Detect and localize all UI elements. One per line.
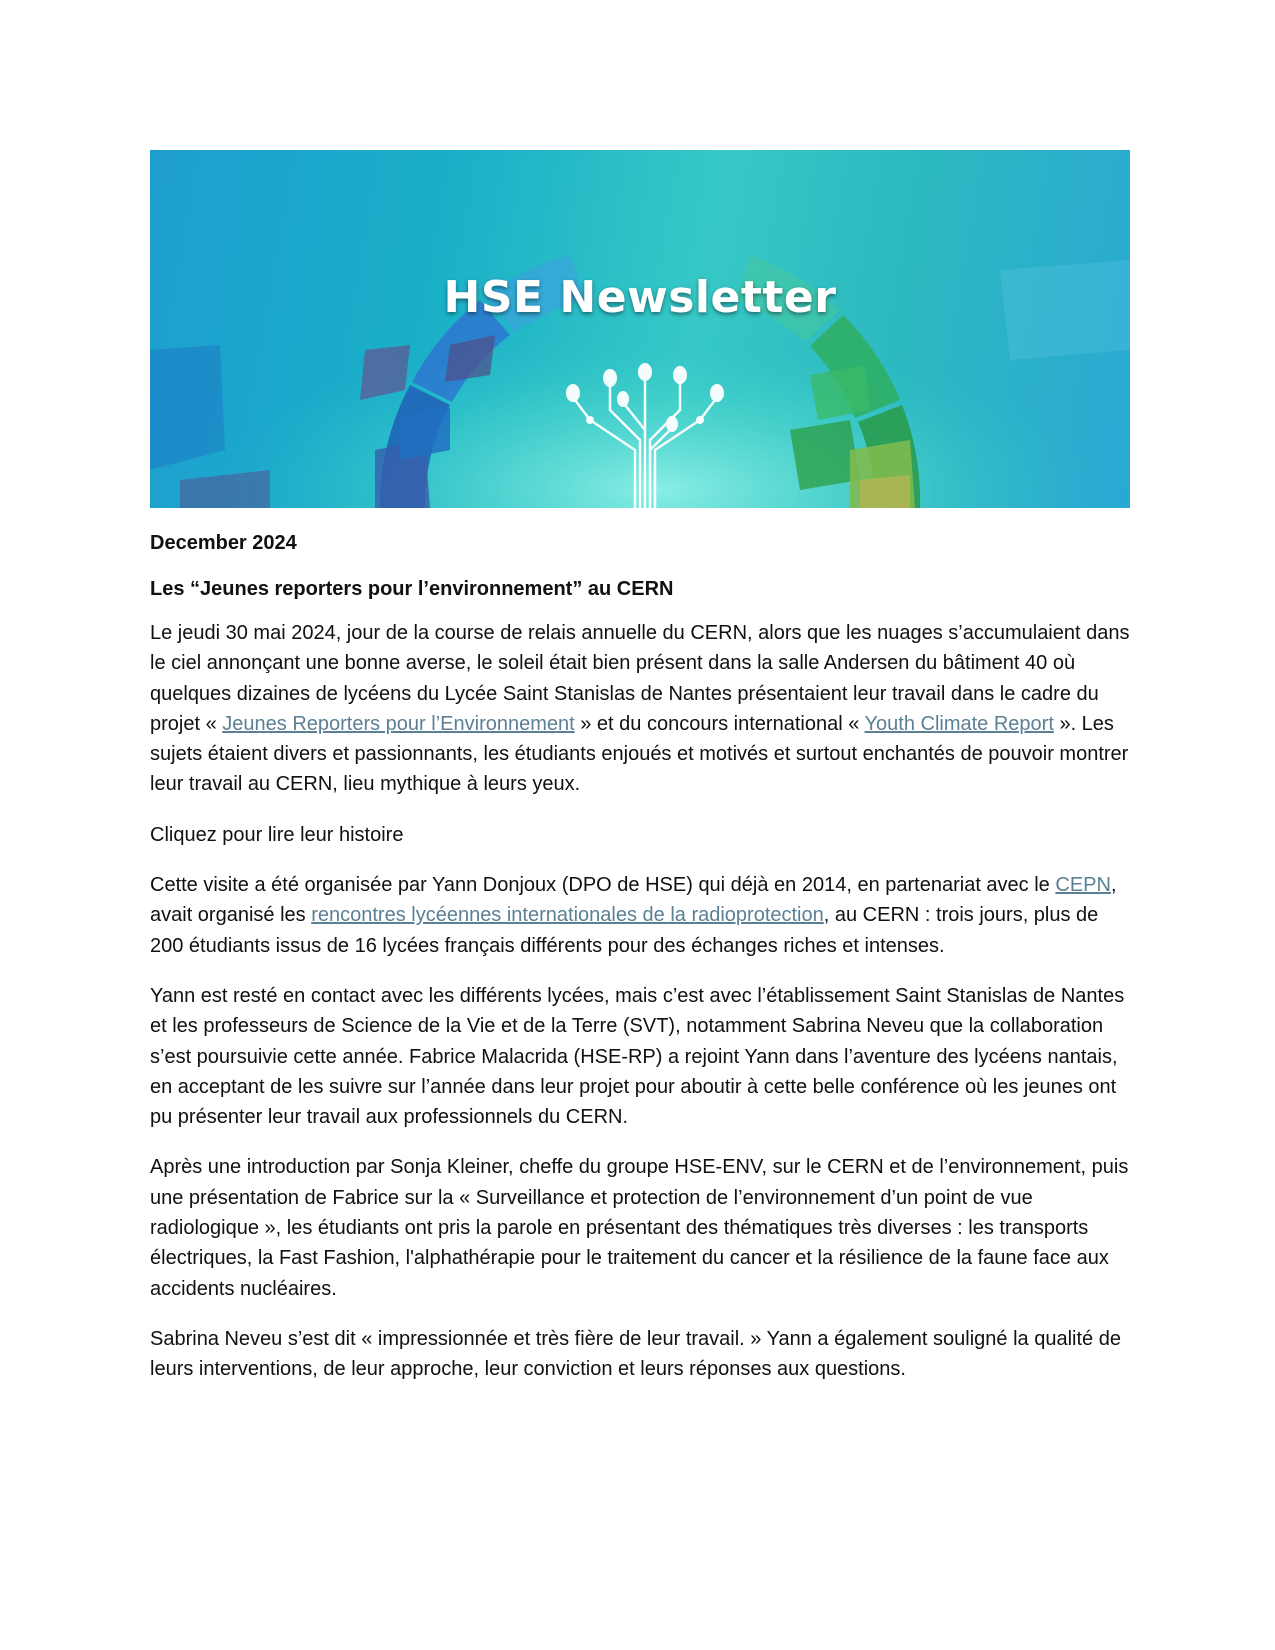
paragraph-text: ». Les sujets étaient divers et passionnants, les étudiants enjoués et motivés et surtout enchantés de pouvoir montrer leur travail au CERN, lieu mythique à leurs yeux. — [150, 712, 1129, 796]
paragraph-text: Le jeudi 30 mai 2024, jour de la course de relais annuelle du CERN, alors que les nuages s’accumulaient dans le ciel annonçant une bonne averse, le soleil était bien présent dans la salle Andersen du bâtiment 40 où quelques dizaines de lycéens du Lycée Saint Stanislas de Nantes présentaient leur travail dans le cadre du projet « — [150, 622, 1130, 735]
link-rencontres-radioprotection[interactable]: rencontres lycéennes internationales de la radioprotection — [311, 904, 824, 927]
banner-title: HSE Newsletter — [443, 272, 837, 323]
paragraph-text: Cette visite a été organisée par Yann Donjoux (DPO de HSE) qui déjà en 2014, en partenariat avec le — [150, 874, 1056, 897]
newsletter-page — [150, 150, 1130, 1405]
banner-graphic — [150, 150, 1130, 508]
paragraph-text: » et du concours international « — [574, 712, 865, 735]
paragraph-collaboration: Yann est resté en contact avec les différents lycées, mais c’est avec l’établissement Saint Stanislas de Nantes et les professeurs de Science de la Vie et de la Terre (SVT), notamment Sabrina Neveu que la collaboration s’est poursuivie cette année. Fabrice Malacrida (HSE-RP) a rejoint Yann dans l’aventure des lycéens nantais, en acceptant de les suivre sur l’année dans leur projet pour aboutir à cette belle conférence où les jeunes ont pu présenter leur travail aux professionnels du CERN. — [150, 984, 1125, 1129]
paragraph-text: , au CERN : trois jours, plus de 200 étudiants issus de 16 lycées français différents pour des échanges riches et intenses. — [150, 904, 1099, 957]
article-headline: Les “Jeunes reporters pour l’environnement” au CERN — [150, 578, 674, 600]
paragraph-read-more: Cliquez pour lire leur histoire — [150, 823, 404, 846]
newsletter-banner — [150, 150, 1130, 508]
link-youth-climate-report[interactable]: Youth Climate Report — [864, 712, 1054, 735]
paragraph-intro — [150, 618, 1130, 800]
paragraph-presentations: Après une introduction par Sonja Kleiner, cheffe du groupe HSE-ENV, sur le CERN et de l’environnement, puis une présentation de Fabrice sur la « Surveillance et protection de l’environnement d’un point de vue radiologique », les étudiants ont pris la parole en présentant des thématiques très diverses : les transports électriques, la Fast Fashion, l'alphathérapie pour le traitement du cancer et la résilience de la faune face aux accidents nucléaires. — [150, 1156, 1129, 1300]
link-cepn[interactable]: CEPN — [1055, 874, 1111, 897]
paragraph-text: , avait organisé les — [150, 874, 1117, 927]
paragraph-visit — [150, 870, 1130, 961]
link-jeunes-reporters[interactable]: Jeunes Reporters pour l’Environnement — [222, 712, 575, 735]
newsletter-date: December 2024 — [150, 532, 297, 554]
paragraph-conclusion: Sabrina Neveu s’est dit « impressionnée et très fière de leur travail. » Yann a également souligné la qualité de leurs interventions, de leur approche, leur conviction et leurs réponses aux questions. — [150, 1327, 1121, 1381]
